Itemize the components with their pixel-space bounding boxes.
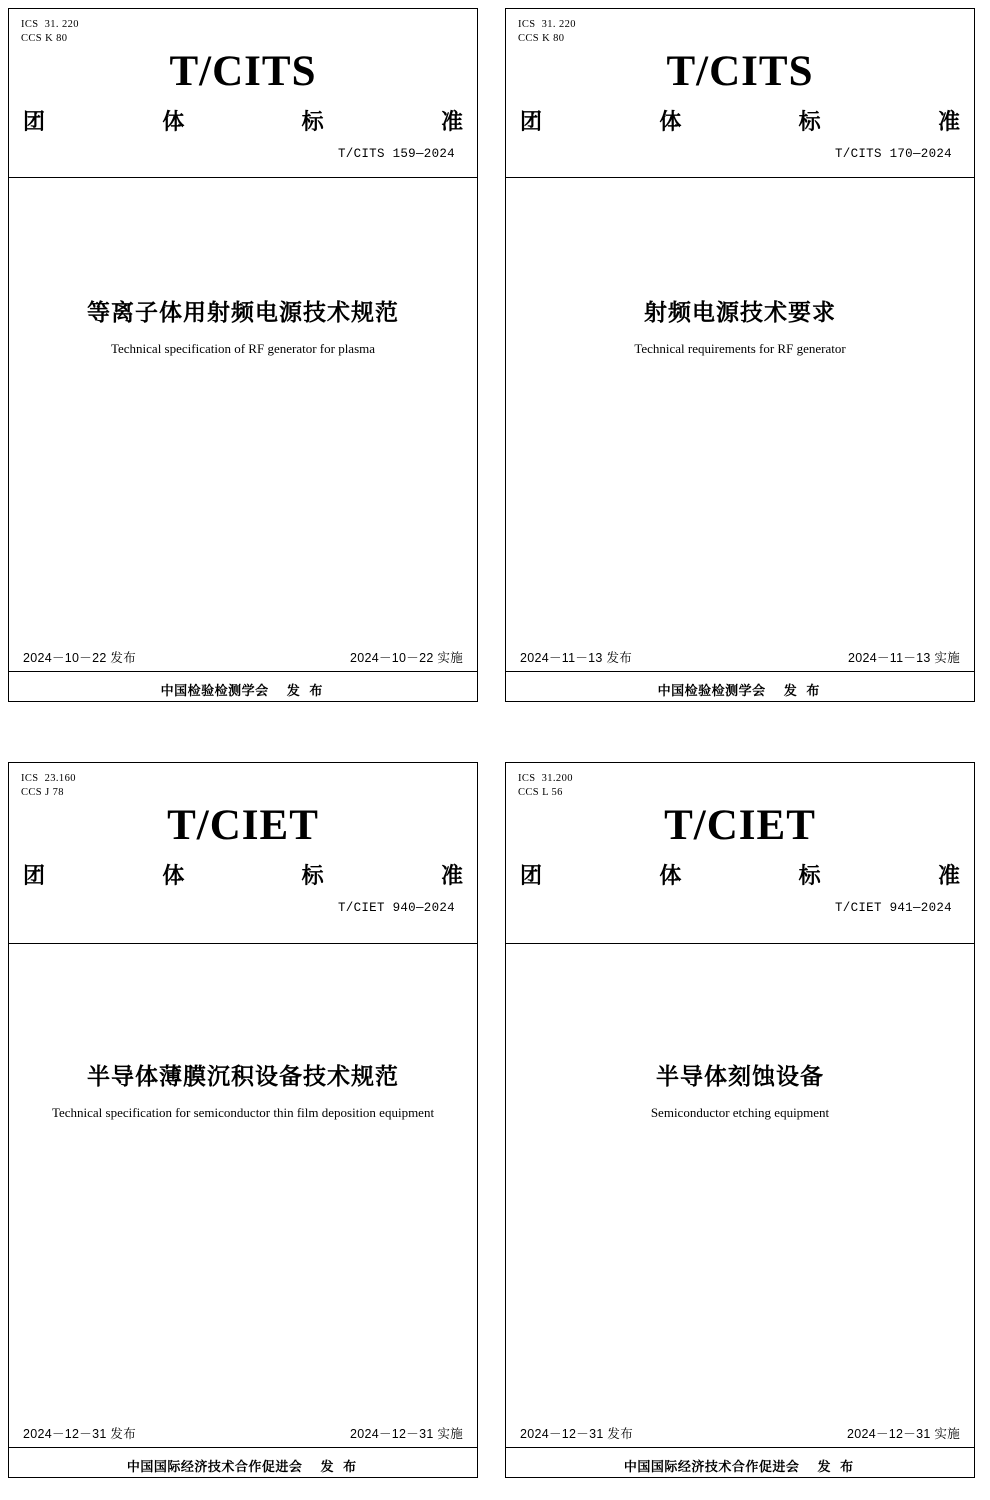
divider-bottom-1 xyxy=(9,671,477,672)
tuanti-char-4: 准 xyxy=(440,109,463,134)
implement-date-3: 2024－12－31 实施 xyxy=(350,1427,463,1441)
publish-date-2: 2024－11－13 发布 xyxy=(520,651,633,665)
standard-cover-3 xyxy=(8,762,478,1478)
divider-bottom-4 xyxy=(506,1447,974,1448)
tuanti-char-1: 团 xyxy=(520,109,543,134)
ccs-code: CCS J 78 xyxy=(21,787,64,799)
grid-cell-3 xyxy=(0,750,495,1500)
grid-cell-4 xyxy=(495,750,990,1500)
classification-block-3 xyxy=(21,772,76,800)
standard-number-4: T/CIET 941—2024 xyxy=(834,901,952,915)
publish-date-4: 2024－12－31 发布 xyxy=(520,1427,633,1441)
divider-bottom-2 xyxy=(506,671,974,672)
brand-text: T/CITS xyxy=(169,48,317,95)
classification-block-4 xyxy=(518,772,573,800)
tuanti-char-2: 体 xyxy=(162,109,185,134)
divider-bottom-3 xyxy=(9,1447,477,1448)
classification-block-2 xyxy=(518,18,576,46)
date-row-2 xyxy=(520,648,960,666)
standard-brand-logo-1 xyxy=(9,47,477,96)
standard-number-2: T/CITS 170—2024 xyxy=(834,147,952,161)
grid-cell-2 xyxy=(495,0,990,750)
implement-date-2: 2024－11－13 实施 xyxy=(847,651,960,665)
divider-top-3 xyxy=(9,943,477,944)
ics-code: ICS 31.200 xyxy=(518,773,573,784)
standard-cover-2 xyxy=(505,8,975,702)
date-row-3 xyxy=(23,1424,463,1442)
tuanti-char-1: 团 xyxy=(23,863,46,888)
tuanti-char-2: 体 xyxy=(659,109,682,134)
ics-code: ICS 31. 220 xyxy=(21,19,79,30)
divider-top-2 xyxy=(506,177,974,178)
tuanti-char-4: 准 xyxy=(937,109,960,134)
tuanti-char-1: 团 xyxy=(520,863,543,888)
title-english-2: Technical requirements for RF generator xyxy=(634,341,846,356)
publish-date-3: 2024－12－31 发布 xyxy=(23,1427,136,1441)
brand-text: T/CITS xyxy=(666,48,814,95)
classification-block-1 xyxy=(21,18,79,46)
ccs-code: CCS K 80 xyxy=(21,33,68,45)
grid-cell-1 xyxy=(0,0,495,750)
date-row-4 xyxy=(520,1424,960,1442)
publish-word-1: 发 布 xyxy=(286,683,326,698)
tuanti-biaozhun-2 xyxy=(520,105,960,136)
publish-word-3: 发 布 xyxy=(320,1459,360,1474)
divider-top-1 xyxy=(9,177,477,178)
issuer-name-1: 中国检验检测学会 xyxy=(160,683,269,698)
tuanti-biaozhun-3 xyxy=(23,859,463,890)
tuanti-char-2: 体 xyxy=(659,863,682,888)
issuer-name-2: 中国检验检测学会 xyxy=(657,683,766,698)
ics-code: ICS 23.160 xyxy=(21,773,76,784)
implement-date-1: 2024－10－22 实施 xyxy=(350,651,463,665)
tuanti-char-3: 标 xyxy=(301,109,324,134)
tuanti-char-3: 标 xyxy=(798,109,821,134)
date-row-1 xyxy=(23,648,463,666)
implement-date-4: 2024－12－31 实施 xyxy=(847,1427,960,1441)
tuanti-biaozhun-4 xyxy=(520,859,960,890)
title-chinese-2: 射频电源技术要求 xyxy=(644,299,836,325)
issuer-row-4 xyxy=(506,1456,974,1475)
standard-brand-logo-4 xyxy=(506,801,974,850)
issuer-row-3 xyxy=(9,1456,477,1475)
issuer-name-3: 中国国际经济技术合作促进会 xyxy=(126,1459,303,1474)
tuanti-char-1: 团 xyxy=(23,109,46,134)
title-english-1: Technical specification of RF generator for plasma xyxy=(110,341,376,356)
brand-text: T/CIET xyxy=(167,802,319,849)
ccs-code: CCS K 80 xyxy=(518,33,565,45)
standard-cover-1 xyxy=(8,8,478,702)
tuanti-char-4: 准 xyxy=(937,863,960,888)
standard-brand-logo-2 xyxy=(506,47,974,96)
publish-word-2: 发 布 xyxy=(783,683,823,698)
divider-top-4 xyxy=(506,943,974,944)
ics-code: ICS 31. 220 xyxy=(518,19,576,30)
standard-brand-logo-3 xyxy=(9,801,477,850)
ccs-code: CCS L 56 xyxy=(518,787,563,799)
title-chinese-1: 等离子体用射频电源技术规范 xyxy=(87,299,399,325)
title-chinese-3: 半导体薄膜沉积设备技术规范 xyxy=(87,1063,399,1089)
publish-date-1: 2024－10－22 发布 xyxy=(23,651,136,665)
issuer-name-4: 中国国际经济技术合作促进会 xyxy=(623,1459,800,1474)
brand-text: T/CIET xyxy=(664,802,816,849)
issuer-row-2 xyxy=(506,680,974,699)
issuer-row-1 xyxy=(9,680,477,699)
title-english-4: Semiconductor etching equipment xyxy=(650,1105,830,1120)
tuanti-biaozhun-1 xyxy=(23,105,463,136)
standard-number-1: T/CITS 159—2024 xyxy=(337,147,455,161)
standard-cover-4 xyxy=(505,762,975,1478)
publish-word-4: 发 布 xyxy=(817,1459,857,1474)
title-chinese-4: 半导体刻蚀设备 xyxy=(656,1063,824,1089)
title-english-3: Technical specification for semiconductor thin film deposition equipment xyxy=(51,1105,435,1120)
tuanti-char-2: 体 xyxy=(162,863,185,888)
tuanti-char-3: 标 xyxy=(798,863,821,888)
standard-number-3: T/CIET 940—2024 xyxy=(337,901,455,915)
tuanti-char-3: 标 xyxy=(301,863,324,888)
tuanti-char-4: 准 xyxy=(440,863,463,888)
